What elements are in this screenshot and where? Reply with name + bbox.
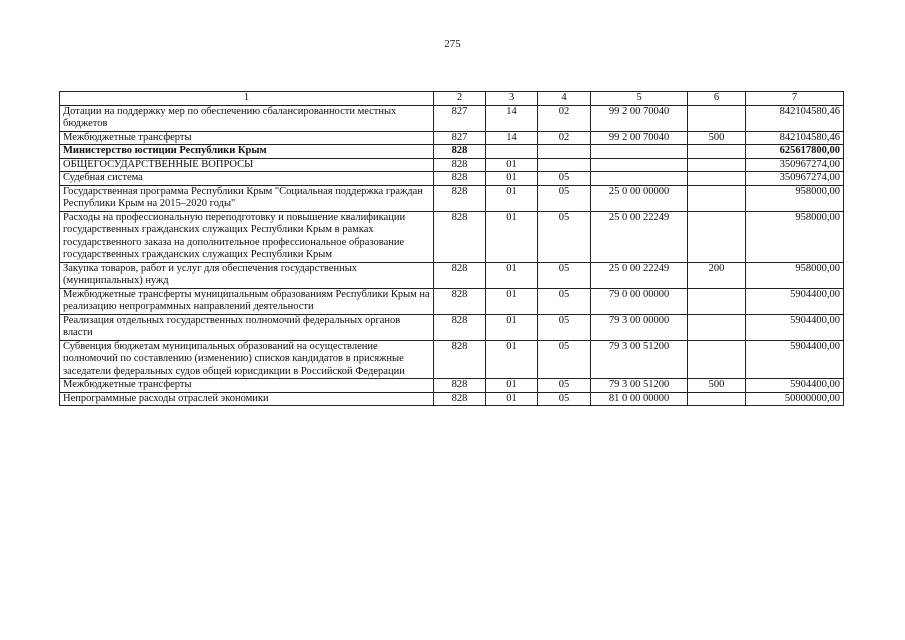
- budget-table: [59, 91, 844, 406]
- row-c5: 25 0 00 00000: [591, 185, 688, 211]
- table-row: [60, 145, 844, 159]
- row-c5: [591, 158, 688, 172]
- row-c4: 02: [538, 131, 591, 145]
- column-header: 2: [434, 92, 486, 106]
- row-c4: [538, 158, 591, 172]
- row-amount: 5904400,00: [746, 340, 844, 379]
- row-name: Расходы на профессиональную переподготовку и повышение квалификации государственных гражданских служащих Республики Крым в рамках государственного заказа на дополнительное профессиональное образование государственных гражданских служащих Республики Крым: [60, 211, 434, 262]
- row-c6: [688, 288, 746, 314]
- row-amount: 5904400,00: [746, 288, 844, 314]
- row-c3: 01: [486, 262, 538, 288]
- row-c2: 828: [434, 262, 486, 288]
- row-c5: [591, 145, 688, 159]
- row-c4: 05: [538, 314, 591, 340]
- column-header: 5: [591, 92, 688, 106]
- row-name: Межбюджетные трансферты: [60, 379, 434, 393]
- row-name: Межбюджетные трансферты муниципальным образованиям Республики Крым на реализацию непрограммных направлений деятельности: [60, 288, 434, 314]
- row-c2: 828: [434, 340, 486, 379]
- row-amount: 50000000,00: [746, 392, 844, 406]
- column-header: 1: [60, 92, 434, 106]
- row-c6: [688, 158, 746, 172]
- row-c5: 81 0 00 00000: [591, 392, 688, 406]
- row-name: Министерство юстиции Республики Крым: [60, 145, 434, 159]
- row-c2: 828: [434, 185, 486, 211]
- table-row: [60, 131, 844, 145]
- row-c6: [688, 172, 746, 186]
- row-c6: 500: [688, 131, 746, 145]
- row-c3: 14: [486, 105, 538, 131]
- row-c3: 01: [486, 211, 538, 262]
- row-c4: [538, 145, 591, 159]
- row-c4: 02: [538, 105, 591, 131]
- row-amount: 350967274,00: [746, 158, 844, 172]
- row-c2: 828: [434, 379, 486, 393]
- table-row: [60, 392, 844, 406]
- row-c6: [688, 392, 746, 406]
- row-c6: [688, 314, 746, 340]
- row-amount: 958000,00: [746, 211, 844, 262]
- row-c4: 05: [538, 288, 591, 314]
- row-c2: 828: [434, 158, 486, 172]
- column-header: 4: [538, 92, 591, 106]
- row-c5: 79 3 00 00000: [591, 314, 688, 340]
- row-c6: [688, 340, 746, 379]
- row-c3: 01: [486, 340, 538, 379]
- row-c3: 01: [486, 314, 538, 340]
- column-header: 6: [688, 92, 746, 106]
- row-c6: [688, 185, 746, 211]
- row-c2: 828: [434, 211, 486, 262]
- row-c5: 79 3 00 51200: [591, 379, 688, 393]
- row-c2: 827: [434, 131, 486, 145]
- row-c3: 01: [486, 185, 538, 211]
- row-name: Непрограммные расходы отраслей экономики: [60, 392, 434, 406]
- row-c2: 828: [434, 145, 486, 159]
- row-c6: [688, 105, 746, 131]
- row-c4: 05: [538, 211, 591, 262]
- row-c5: 25 0 00 22249: [591, 211, 688, 262]
- row-name: Реализация отдельных государственных полномочий федеральных органов власти: [60, 314, 434, 340]
- row-c4: 05: [538, 340, 591, 379]
- column-header: 7: [746, 92, 844, 106]
- column-header: 3: [486, 92, 538, 106]
- row-name: Закупка товаров, работ и услуг для обеспечения государственных (муниципальных) нужд: [60, 262, 434, 288]
- row-c6: [688, 211, 746, 262]
- table-row: [60, 262, 844, 288]
- row-c3: 01: [486, 172, 538, 186]
- row-amount: 842104580,46: [746, 105, 844, 131]
- row-c4: 05: [538, 392, 591, 406]
- table-row: [60, 340, 844, 379]
- row-amount: 5904400,00: [746, 314, 844, 340]
- row-c5: 79 0 00 00000: [591, 288, 688, 314]
- row-amount: 350967274,00: [746, 172, 844, 186]
- table-row: [60, 288, 844, 314]
- table-row: [60, 158, 844, 172]
- row-c3: 01: [486, 392, 538, 406]
- row-name: Дотации на поддержку мер по обеспечению сбалансированности местных бюджетов: [60, 105, 434, 131]
- table-header-row: [60, 92, 844, 106]
- row-c6: 200: [688, 262, 746, 288]
- row-c2: 827: [434, 105, 486, 131]
- row-amount: 958000,00: [746, 185, 844, 211]
- row-name: Межбюджетные трансферты: [60, 131, 434, 145]
- row-c4: 05: [538, 185, 591, 211]
- row-c4: 05: [538, 262, 591, 288]
- row-c4: 05: [538, 379, 591, 393]
- table-row: [60, 211, 844, 262]
- table-row: [60, 105, 844, 131]
- row-amount: 958000,00: [746, 262, 844, 288]
- row-name: Судебная система: [60, 172, 434, 186]
- row-c3: 01: [486, 288, 538, 314]
- row-amount: 5904400,00: [746, 379, 844, 393]
- row-c5: 99 2 00 70040: [591, 105, 688, 131]
- table-row: [60, 314, 844, 340]
- page-number: 275: [444, 38, 461, 50]
- row-c5: 79 3 00 51200: [591, 340, 688, 379]
- row-c3: 14: [486, 131, 538, 145]
- row-c5: 25 0 00 22249: [591, 262, 688, 288]
- table-row: [60, 172, 844, 186]
- row-c3: [486, 145, 538, 159]
- row-c4: 05: [538, 172, 591, 186]
- table-row: [60, 185, 844, 211]
- row-c6: [688, 145, 746, 159]
- row-c3: 01: [486, 379, 538, 393]
- row-c5: [591, 172, 688, 186]
- row-c5: 99 2 00 70040: [591, 131, 688, 145]
- row-c2: 828: [434, 172, 486, 186]
- row-name: Государственная программа Республики Крым "Социальная поддержка граждан Республики Крым на 2015–2020 годы": [60, 185, 434, 211]
- row-c2: 828: [434, 288, 486, 314]
- row-amount: 842104580,46: [746, 131, 844, 145]
- row-c2: 828: [434, 314, 486, 340]
- row-c3: 01: [486, 158, 538, 172]
- row-c2: 828: [434, 392, 486, 406]
- row-name: Субвенция бюджетам муниципальных образований на осуществление полномочий по составлению (изменению) списков кандидатов в присяжные заседатели федеральных судов общей юрисдикции в Российской Федерации: [60, 340, 434, 379]
- row-amount: 625617800,00: [746, 145, 844, 159]
- row-c6: 500: [688, 379, 746, 393]
- row-name: ОБЩЕГОСУДАРСТВЕННЫЕ ВОПРОСЫ: [60, 158, 434, 172]
- table-row: [60, 379, 844, 393]
